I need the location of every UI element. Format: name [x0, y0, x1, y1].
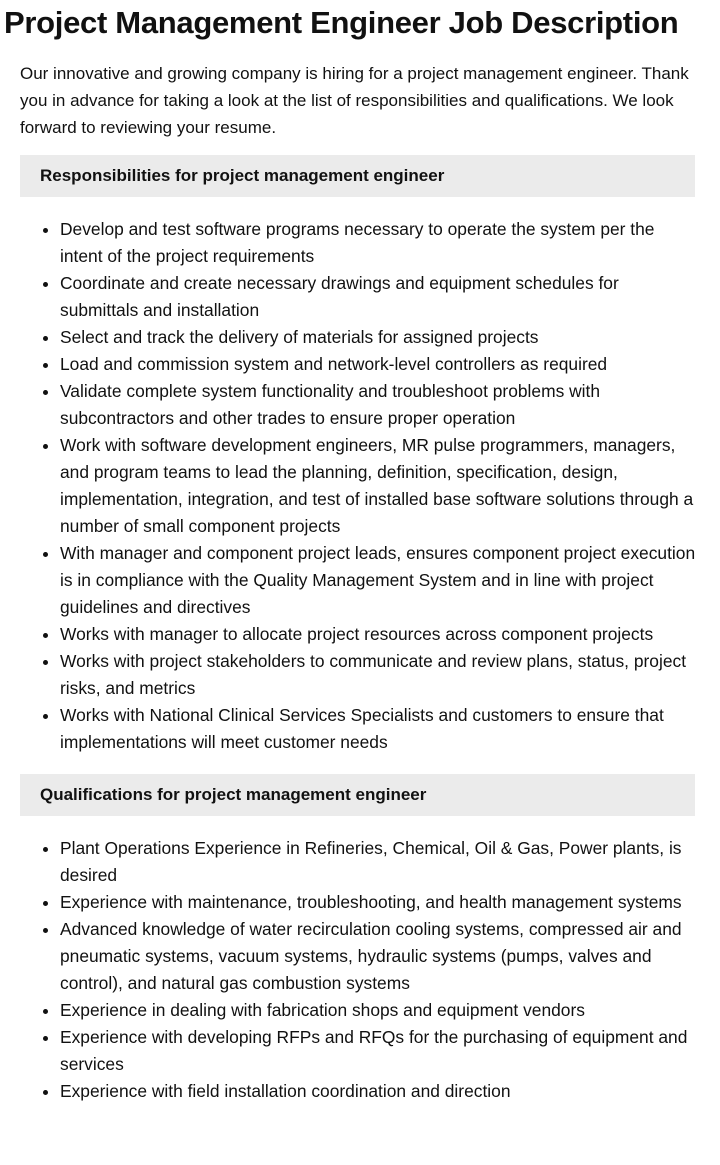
- list-item: • Works with manager to allocate project resources across component projects: [60, 621, 700, 648]
- qualifications-heading: Qualifications for project management engineer: [20, 774, 695, 816]
- page-title: Project Management Engineer Job Description: [4, 5, 679, 40]
- list-item: • With manager and component project leads, ensures component project execution is in compliance with the Quality Management System and in line with project guidelines and directives: [60, 540, 700, 621]
- list-item: • Experience in dealing with fabrication shops and equipment vendors: [60, 997, 700, 1024]
- list-item: • Experience with developing RFPs and RFQs for the purchasing of equipment and services: [60, 1024, 700, 1078]
- list-item: • Develop and test software programs necessary to operate the system per the intent of the project requirements: [60, 216, 700, 270]
- list-item: • Select and track the delivery of materials for assigned projects: [60, 324, 700, 351]
- responsibilities-heading: Responsibilities for project management engineer: [20, 155, 695, 197]
- list-item: • Experience with field installation coordination and direction: [60, 1078, 700, 1105]
- responsibilities-list: [20, 216, 700, 756]
- list-item: • Advanced knowledge of water recirculation cooling systems, compressed air and pneumatic systems, vacuum systems, hydraulic systems (pumps, valves and control), and natural gas combustion systems: [60, 916, 700, 997]
- qualifications-list: [20, 835, 700, 1105]
- list-item: • Works with National Clinical Services Specialists and customers to ensure that implementations will meet customer needs: [60, 702, 700, 756]
- list-item: • Works with project stakeholders to communicate and review plans, status, project risks, and metrics: [60, 648, 700, 702]
- list-item: • Load and commission system and network-level controllers as required: [60, 351, 700, 378]
- list-item: • Work with software development engineers, MR pulse programmers, managers, and program teams to lead the planning, definition, specification, design, implementation, integration, and test of installed base software solutions through a number of small component projects: [60, 432, 700, 540]
- list-item: • Experience with maintenance, troubleshooting, and health management systems: [60, 889, 700, 916]
- list-item: • Coordinate and create necessary drawings and equipment schedules for submittals and installation: [60, 270, 700, 324]
- list-item: • Validate complete system functionality and troubleshoot problems with subcontractors and other trades to ensure proper operation: [60, 378, 700, 432]
- list-item: • Plant Operations Experience in Refineries, Chemical, Oil & Gas, Power plants, is desired: [60, 835, 700, 889]
- intro-text: Our innovative and growing company is hiring for a project management engineer. Thank you in advance for taking a look at the list of responsibilities and qualifications. We look forward to reviewing your resume.: [20, 64, 689, 137]
